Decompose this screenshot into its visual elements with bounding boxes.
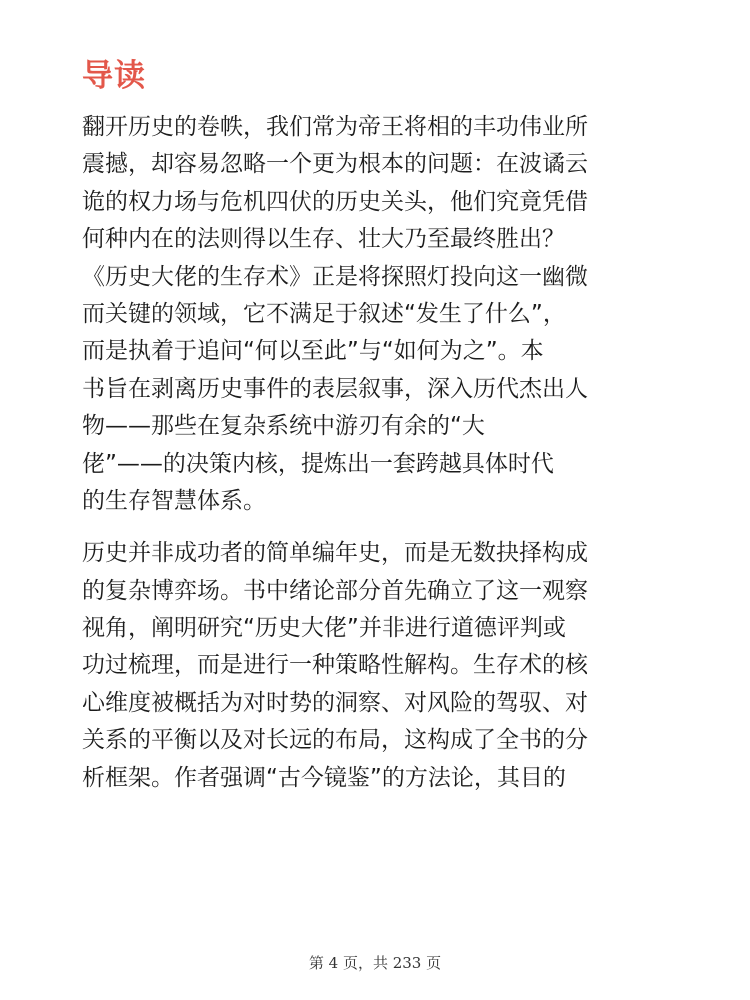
- text-line: 心维度被概括为对时势的洞察、对风险的驾驭、对: [82, 689, 588, 716]
- text-line: 诡的权力场与危机四伏的历史关头，他们究竟凭借: [82, 188, 588, 215]
- text-line: 历史并非成功者的简单编年史，而是无数抉择构成: [82, 540, 588, 567]
- text-line: 的复杂博弈场。书中绪论部分首先确立了这一观察: [82, 577, 588, 604]
- text-line: 析框架。作者强调“古今镜鉴”的方法论，其目的: [82, 764, 566, 791]
- text-line: 物——那些在复杂系统中游刃有余的“大: [82, 413, 485, 440]
- text-line: 功过梳理，而是进行一种策略性解构。生存术的核: [82, 652, 588, 679]
- text-line: 震撼，却容易忽略一个更为根本的问题：在波谲云: [82, 151, 588, 178]
- text-line: 视角，阐明研究“历史大佬”并非进行道德评判或: [82, 615, 566, 642]
- text-line: 何种内在的法则得以生存、壮大乃至最终胜出？: [82, 226, 565, 253]
- page-number-footer: 第 4 页，共 233 页: [308, 954, 442, 972]
- text-line: 而关键的领域，它不满足于叙述“发生了什么”，: [82, 300, 566, 327]
- paragraph-2: [82, 535, 682, 797]
- body-text: [82, 109, 682, 812]
- text-line: 而是执着于追问“何以至此”与“如何为之”。本: [82, 338, 544, 365]
- text-line: 的生存智慧体系。: [82, 487, 266, 514]
- section-heading: 导读: [82, 58, 146, 94]
- text-line: 书旨在剥离历史事件的表层叙事，深入历代杰出人: [82, 375, 588, 402]
- paragraph-1: [82, 109, 682, 520]
- text-line: 《历史大佬的生存术》正是将探照灯投向这一幽微: [82, 263, 588, 290]
- text-line: 翻开历史的卷帙，我们常为帝王将相的丰功伟业所: [82, 114, 588, 140]
- text-line: 关系的平衡以及对长远的布局，这构成了全书的分: [82, 727, 588, 754]
- text-line: 佬”——的决策内核，提炼出一套跨越具体时代: [82, 450, 554, 477]
